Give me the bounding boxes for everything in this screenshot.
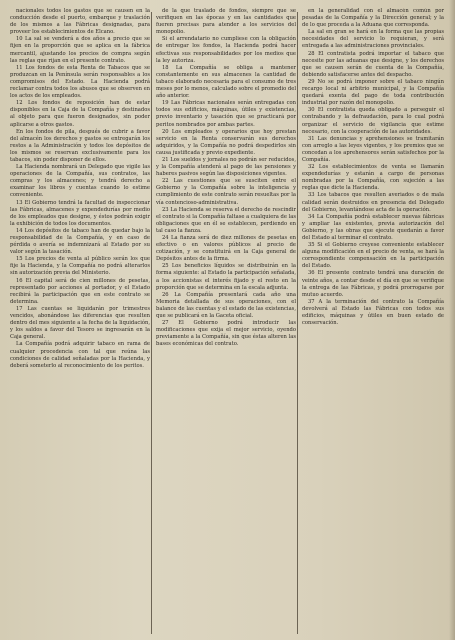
paragraph: 35 Si el Gobierno creyese conveniente establecer alguna modificación en el precio de venta, se hará la correspondiente compensación en la participación del Estado. bbox=[302, 242, 444, 270]
paragraph: en la generalidad con el almacén común por pesadas de la Compañía y la Dirección general; y la de lo que proceda a la Aduana que corresponda. bbox=[302, 8, 444, 29]
paragraph: 34 La Compañía podrá establecer nuevas fábricas y ampliar las existentes, previa autorización del Gobierno, y las obras que ejecute quedarán a favor del Estado al terminar el contrato. bbox=[302, 213, 444, 241]
paragraph: 23 La Hacienda se reserva el derecho de rescindir el contrato si la Compañía faltase a cualquiera de las obligaciones que en él se establecen, perdiendo en tal caso la fianza. bbox=[156, 206, 296, 234]
paragraph: 10 La sal se venderá a dos años a precio que se fijen en la proporción que se aplica en la fábrica mercantil, ajustando los precios de compra según las reglas que rijan en el presente contrato. bbox=[10, 36, 150, 64]
paragraph: de la que traslado de fondos, siempre que se verifiquen en las épocas y en las cantidades que fueren precisas para atender a los servicios del monopolio. bbox=[156, 8, 296, 36]
paragraph: 29 No se podrá imponer sobre el tabaco ningún recargo local ni arbitrio municipal, y la Compañía quedará exenta del pago de toda contribución industrial por razón del monopolio. bbox=[302, 78, 444, 107]
text-column-1 bbox=[10, 8, 150, 636]
paragraph: 12 Los fondos de reposición han de estar disponibles en la Caja de la Compañía y destinados al objeto para que fueron designados, sin poder aplicarse a otros gastos. bbox=[10, 100, 150, 128]
column-divider bbox=[297, 12, 298, 634]
paragraph: 11 Los fondos de esta Renta de Tabacos que se produzcan en la Península serán responsables a los compromisos del Estado. La Hacienda podrá reclamar contra todos los abusos que se observen en los actos de los empleados. bbox=[10, 64, 150, 100]
paragraph: En los fondos de pila, después de cubrir a favor del almacén los derechos y gastos se entregarán los restos a la Administración y todos los depósitos de los mismos se reservan exclusivamente para los tabacos, sin poder disponer de ellos. bbox=[10, 128, 150, 163]
paragraph: 14 Los depósitos de tabaco han de quedar bajo la responsabilidad de la Compañía, y en caso de pérdida o avería se indemnizará al Estado por su valor según la tasación. bbox=[10, 227, 150, 256]
text-column-3 bbox=[302, 8, 444, 636]
paragraph: 13 El Gobierno tendrá la facultad de inspeccionar las Fábricas, almacenes y expendedurías por medio de los empleados que designe, y éstos podrán exigir la exhibición de todos los documentos. bbox=[10, 199, 150, 227]
paragraph: 16 El capital será de cien millones de pesetas, representado por acciones al portador, y el Estado recibirá la participación que en este contrato se determina. bbox=[10, 277, 150, 305]
text-column-2 bbox=[156, 8, 296, 636]
paragraph: 25 Los beneficios líquidos se distribuirán en la forma siguiente: al Estado la participación señalada, a los accionistas el interés fijado y el resto en la proporción que se determina en la escala adjunta. bbox=[156, 263, 296, 291]
paragraph: 32 Los establecimientos de venta se llamarán expendedurías y estarán a cargo de personas nombradas por la Compañía, con sujeción a las reglas que dicte la Hacienda. bbox=[302, 164, 444, 192]
paragraph: 22 Las cuestiones que se susciten entre el Gobierno y la Compañía sobre la inteligencia y cumplimiento de este contrato serán resueltas por la vía contencioso-administrativa. bbox=[156, 178, 296, 206]
paragraph: 26 La Compañía presentará cada año una Memoria detallada de sus operaciones, con el balance de las cuentas y el estado de las existencias, que se publicará en la Gaceta oficial. bbox=[156, 291, 296, 320]
column-divider bbox=[151, 12, 152, 634]
paragraph: 36 El presente contrato tendrá una duración de veinte años, a contar desde el día en que se verifique la entrega de las Fábricas, y podrá prorrogarse por mutuo acuerdo. bbox=[302, 270, 444, 298]
paragraph: Si el arrendatario no cumpliese con la obligación de entregar los fondos, la Hacienda podrá hacer efectivas sus responsabilidades por los medios que la ley autoriza. bbox=[156, 36, 296, 64]
paragraph: 24 La fianza será de diez millones de pesetas en efectivo o en valores públicos al precio de cotización, y se constituirá en la Caja general de Depósitos antes de la firma. bbox=[156, 235, 296, 263]
paragraph: 17 Las cuentas se liquidarán por trimestres vencidos, abonándose las diferencias que resulten dentro del mes siguiente a la fecha de la liquidación, y los saldos a favor del Tesoro se ingresarán en la Caja general. bbox=[10, 305, 150, 341]
paragraph: 15 Los precios de venta al público serán los que fije la Hacienda, y la Compañía no podrá alterarlos sin autorización previa del Ministerio. bbox=[10, 256, 150, 277]
paragraph: 30 El contratista queda obligado a perseguir el contrabando y la defraudación, para lo cual podrá organizar el servicio de vigilancia que estime necesario, con la cooperación de las autoridades. bbox=[302, 107, 444, 135]
paragraph: La Compañía podrá adquirir tabaco en rama de cualquier procedencia con tal que reúna las condiciones de calidad señaladas por la Hacienda, y deberá someterlo al reconocimiento de los peritos. bbox=[10, 341, 150, 369]
paragraph: 33 Los tabacos que resulten averiados o de mala calidad serán destruidos en presencia del Delegado del Gobierno, levantándose acta de la operación. bbox=[302, 192, 444, 213]
paragraph: 19 Las Fábricas nacionales serán entregadas con todos sus edificios, máquinas, útiles y existencias, previo inventario y tasación que se practicará por peritos nombrados por ambas partes. bbox=[156, 100, 296, 128]
paragraph: 31 Las denuncias y aprehensiones se tramitarán con arreglo a las leyes vigentes, y los premios que se concedan a los aprehensores serán satisfechos por la Compañía. bbox=[302, 135, 444, 163]
paragraph: nacionales todos los gastos que se causen en la conducción desde el puerto, embarque y traslación de los mismos a las Fábricas designadas, para proveer los establecimientos de Elcano. bbox=[10, 8, 150, 36]
paragraph: 18 La Compañía se obliga a mantener constantemente en sus almacenes la cantidad de tabaco elaborado necesaria para el consumo de tres meses por lo menos, calculado sobre el promedio del año anterior. bbox=[156, 64, 296, 100]
paragraph: 21 Los sueldos y jornales no podrán ser reducidos, y la Compañía atenderá al pago de las pensiones y haberes pasivos según las disposiciones vigentes. bbox=[156, 156, 296, 178]
paragraph: La sal en gran se hará en la forma que las propias necesidades del servicio lo requieran, y será entregada a las administraciones provinciales. bbox=[302, 29, 444, 50]
paragraph: La Hacienda nombrará un Delegado que vigile las operaciones de la Compañía, sus contratos, las compras y los almacenes; y tendrá derecho a examinar los libros y cuentas cuando lo estime conveniente. bbox=[10, 164, 150, 199]
paragraph: 20 Los empleados y operarios que hoy prestan servicio en la Renta conservarán sus derechos adquiridos, y la Compañía no podrá despedirlos sin causa justificada y previo expediente. bbox=[156, 128, 296, 156]
paragraph: 27 El Gobierno podrá introducir las modificaciones que exija el mejor servicio, oyendo previamente a la Compañía, sin que éstas alteren las bases económicas del contrato. bbox=[156, 320, 296, 348]
paragraph: 37 A la terminación del contrato la Compañía devolverá al Estado las Fábricas con todos sus edificios, máquinas y útiles en buen estado de conservación. bbox=[302, 298, 444, 327]
paragraph: 28 El contratista podrá importar el tabaco que necesite por las aduanas que designe, y los derechos que se causen serán de cuenta de la Compañía, debiendo satisfacerse antes del despacho. bbox=[302, 50, 444, 78]
page-edge-shadow bbox=[449, 0, 455, 640]
